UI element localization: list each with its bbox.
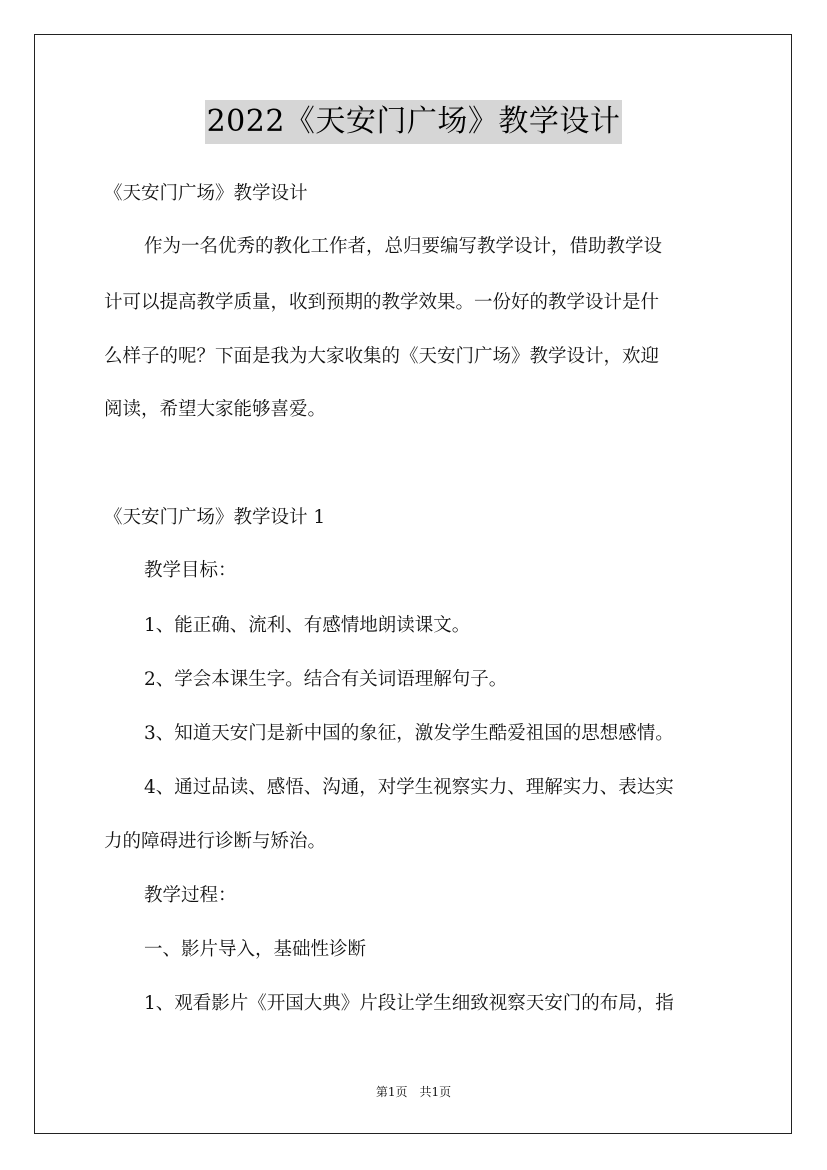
title-container: [0, 100, 827, 144]
page-number-footer: 第1页 共1页: [375, 1085, 452, 1099]
body-line-4: 3、知道天安门是新中国的象征，激发学生酷爱祖国的思想感情。: [144, 723, 674, 744]
body-line-9: 1、观看影片《开国大典》片段让学生细致视察天安门的布局，指: [144, 993, 674, 1014]
intro-line-2: 计可以提高教学质量，收到预期的教学效果。一份好的教学设计是什: [104, 292, 660, 313]
document-title: 2022《天安门广场》教学设计: [205, 100, 623, 144]
body-line-1: 教学目标：: [144, 560, 237, 581]
body-line-2: 1、能正确、流利、有感情地朗读课文。: [144, 615, 471, 636]
section-heading: 《天安门广场》教学设计 1: [104, 507, 326, 528]
body-line-8: 一、影片导入，基础性诊断: [144, 939, 367, 960]
intro-line-4: 阅读，希望大家能够喜爱。: [104, 399, 327, 420]
body-line-7: 教学过程：: [144, 885, 237, 906]
body-line-5: 4、通过品读、感悟、沟通，对学生视察实力、理解实力、表达实: [144, 777, 674, 798]
document-subtitle: 《天安门广场》教学设计: [104, 183, 308, 204]
intro-line-1: 作为一名优秀的教化工作者，总归要编写教学设计，借助教学设: [144, 236, 663, 257]
body-line-3: 2、学会本课生字。结合有关词语理解句子。: [144, 669, 508, 690]
body-line-6: 力的障碍进行诊断与矫治。: [104, 831, 327, 852]
intro-line-3: 么样子的呢？下面是我为大家收集的《天安门广场》教学设计，欢迎: [104, 346, 660, 367]
